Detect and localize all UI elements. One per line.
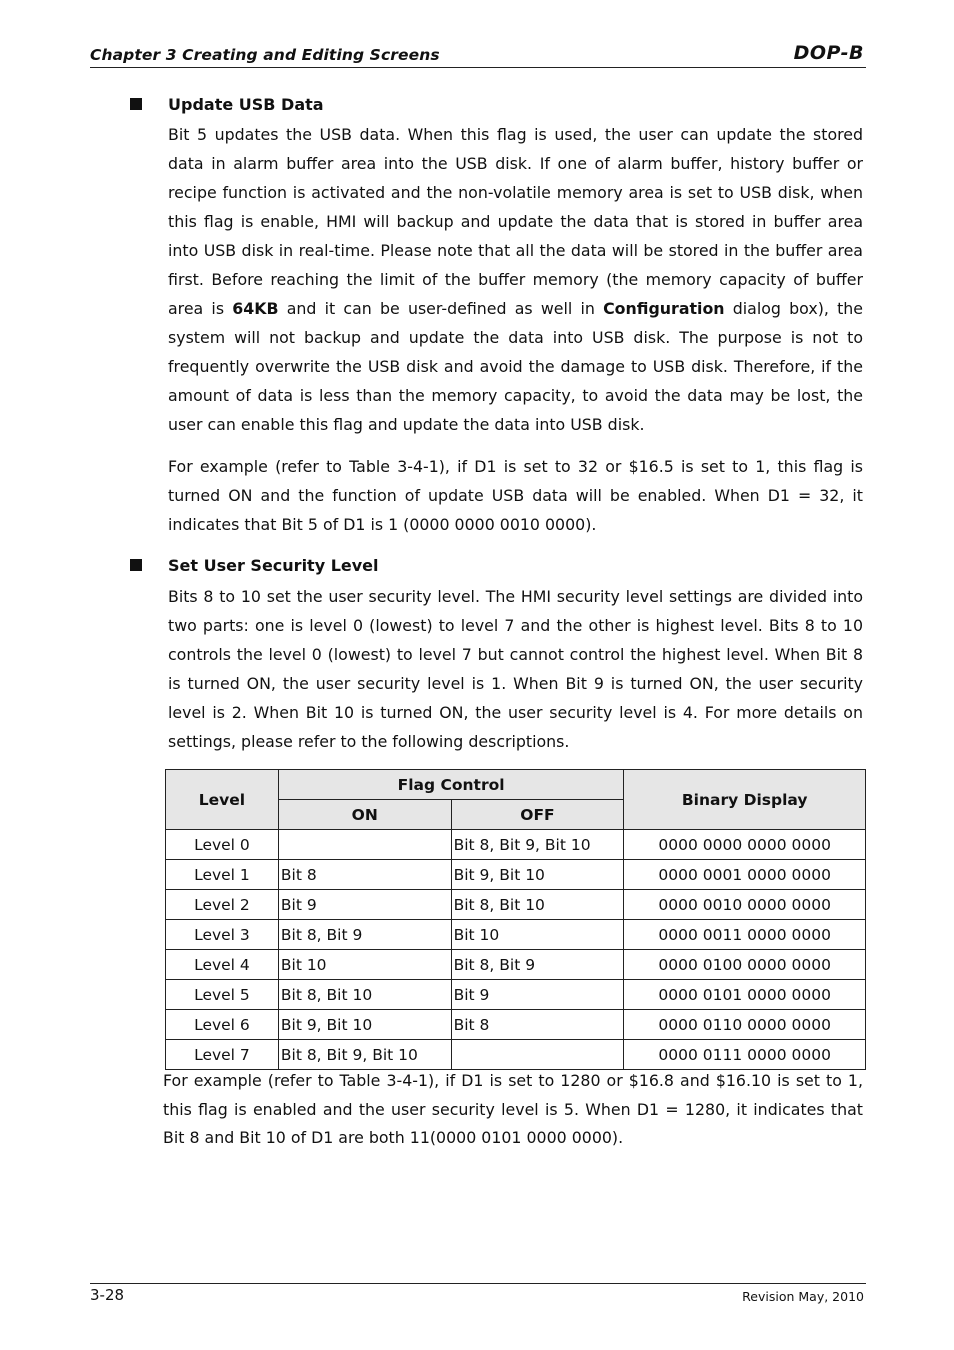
table-row bbox=[166, 860, 866, 890]
update-usb-example: For example (refer to Table 3-4-1), if D1 is set to 32 or $16.5 is set to 1, this flag is turned ON and the function of update USB data will be enabled. When D1 = 32, it indicates that Bit 5 of D1 is 1 (0000 0000 0010 0000). bbox=[168, 457, 863, 534]
cell-level: Level 5 bbox=[166, 980, 279, 1010]
cell-binary: 0000 0011 0000 0000 bbox=[624, 920, 866, 950]
cell-off: Bit 10 bbox=[451, 920, 624, 950]
header-off: OFF bbox=[451, 800, 624, 830]
page-number: 3-28 bbox=[90, 1286, 125, 1304]
cell-binary: 0000 0110 0000 0000 bbox=[624, 1010, 866, 1040]
security-level-table bbox=[165, 769, 866, 1070]
cell-on: Bit 9 bbox=[278, 890, 451, 920]
chapter-title: Chapter 3 Creating and Editing Screens bbox=[90, 46, 440, 64]
cell-on: Bit 8, Bit 10 bbox=[278, 980, 451, 1010]
security-level-example: For example (refer to Table 3-4-1), if D1 is set to 1280 or $16.8 and $16.10 is set to 1, this flag is enabled and the user security level is 5. When D1 = 1280, it indicates that Bit 8 and Bit 10 of D1 are both 11(0000 0101 0000 0000). bbox=[163, 1071, 863, 1147]
section-title-update-usb: Update USB Data bbox=[130, 95, 324, 114]
cell-off: Bit 8, Bit 10 bbox=[451, 890, 624, 920]
revision-date: Revision May, 2010 bbox=[742, 1289, 864, 1304]
cell-off: Bit 9 bbox=[451, 980, 624, 1010]
cell-off: Bit 8, Bit 9, Bit 10 bbox=[451, 830, 624, 860]
cell-binary: 0000 0001 0000 0000 bbox=[624, 860, 866, 890]
cell-on: Bit 8, Bit 9 bbox=[278, 920, 451, 950]
cell-on: Bit 8 bbox=[278, 860, 451, 890]
update-usb-paragraph: Bit 5 updates the USB data. When this flag is used, the user can update the stored data in alarm buffer area into the USB disk. If one of alarm buffer, history buffer or recipe function is activated and the non-volatile memory area is set to USB disk, when this flag is enable, HMI will backup and update the data that is stored in buffer area into USB disk in real-time. Please note that all the data will be stored in the buffer area first. Before reaching the limit of the buffer memory (the memory capacity of buffer area is 64KB and it can be user-defined as well in Configuration dialog box), the system will not backup and update the data into USB disk. The purpose is not to frequently overwrite the USB disk and avoid the damage to USB disk. Therefore, if the amount of data is less than the memory capacity, to avoid the data may be lost, the user can enable this flag and update the data into USB disk. bbox=[168, 125, 864, 434]
cell-binary: 0000 0111 0000 0000 bbox=[624, 1040, 866, 1070]
square-bullet-icon bbox=[130, 559, 142, 571]
cell-on bbox=[278, 830, 451, 860]
cell-binary: 0000 0100 0000 0000 bbox=[624, 950, 866, 980]
cell-binary: 0000 0010 0000 0000 bbox=[624, 890, 866, 920]
cell-level: Level 1 bbox=[166, 860, 279, 890]
square-bullet-icon bbox=[130, 98, 142, 110]
cell-on: Bit 10 bbox=[278, 950, 451, 980]
product-logo: DOP-B bbox=[793, 42, 864, 64]
cell-level: Level 0 bbox=[166, 830, 279, 860]
cell-level: Level 2 bbox=[166, 890, 279, 920]
section-title-security-level: Set User Security Level bbox=[130, 556, 379, 575]
table-row bbox=[166, 950, 866, 980]
header-binary-display: Binary Display bbox=[624, 770, 866, 830]
header-on: ON bbox=[278, 800, 451, 830]
cell-off bbox=[451, 1040, 624, 1070]
cell-binary: 0000 0101 0000 0000 bbox=[624, 980, 866, 1010]
page-header bbox=[90, 44, 866, 68]
header-level: Level bbox=[166, 770, 279, 830]
cell-on: Bit 9, Bit 10 bbox=[278, 1010, 451, 1040]
cell-level: Level 7 bbox=[166, 1040, 279, 1070]
cell-level: Level 3 bbox=[166, 920, 279, 950]
cell-off: Bit 8 bbox=[451, 1010, 624, 1040]
table-row bbox=[166, 920, 866, 950]
cell-on: Bit 8, Bit 9, Bit 10 bbox=[278, 1040, 451, 1070]
table-row bbox=[166, 1010, 866, 1040]
cell-level: Level 4 bbox=[166, 950, 279, 980]
table-row bbox=[166, 890, 866, 920]
header-flag-control: Flag Control bbox=[278, 770, 623, 800]
table-row bbox=[166, 980, 866, 1010]
page-footer bbox=[90, 1283, 866, 1304]
cell-off: Bit 9, Bit 10 bbox=[451, 860, 624, 890]
cell-binary: 0000 0000 0000 0000 bbox=[624, 830, 866, 860]
cell-off: Bit 8, Bit 9 bbox=[451, 950, 624, 980]
table-row bbox=[166, 830, 866, 860]
table-row bbox=[166, 1040, 866, 1070]
cell-level: Level 6 bbox=[166, 1010, 279, 1040]
security-level-paragraph: Bits 8 to 10 set the user security level. The HMI security level settings are divided into two parts: one is level 0 (lowest) to level 7 and the other is highest level. Bits 8 to 10 controls the level 0 (lowest) to level 7 but cannot control the highest level. When Bit 8 is turned ON, the user security level is 1. When Bit 9 is turned ON, the user security level is 2. When Bit 10 is turned ON, the user security level is 4. For more details on settings, please refer to the following descriptions. bbox=[168, 587, 863, 751]
